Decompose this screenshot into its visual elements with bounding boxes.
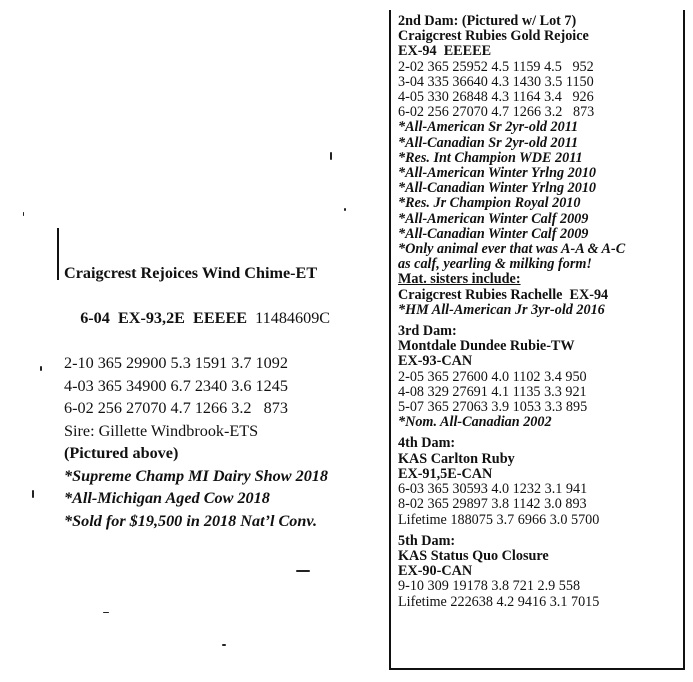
dam2-honor: *All-Canadian Winter Yrlng 2010 [398,180,597,197]
dam2-heading: 2nd Dam: (Pictured w/ Lot 7) [398,13,577,29]
maternal-sister-name: Craigcrest Rubies Rachelle EX-94 [398,286,609,303]
classification: 6-04 EX-93,2E EEEEE [80,309,248,327]
dam5-record: 9-10 309 19178 3.8 721 2.9 558 [398,578,581,595]
dam5-record: Lifetime 222638 4.2 9416 3.1 7015 [398,593,600,610]
dam2-record: 4-05 330 26848 4.3 1164 3.4 926 [398,89,594,106]
registration-number: 11484609C [255,309,331,327]
dam3-honor: *Nom. All-Canadian 2002 [398,414,552,431]
scan-speck [23,212,24,216]
dam2-record: 2-02 365 25952 4.5 1159 4.5 952 [398,58,594,75]
scan-speck [344,208,346,211]
left-accent-bar [57,228,59,280]
dam2-name: Craigcrest Rubies Gold Rejoice [398,28,589,45]
dam4-heading: 4th Dam: [398,435,456,452]
dam3-record: 4-08 329 27691 4.1 1135 3.3 921 [398,383,587,400]
dam5-class: EX-90-CAN [398,563,473,580]
maternal-sister-honor: *HM All-American Jr 3yr-old 2016 [398,301,605,318]
maternal-sisters-heading: Mat. sisters include: [398,271,521,288]
dam3-record: 5-07 365 27063 3.9 1053 3.3 895 [398,399,588,416]
production-record: 6-02 256 27070 4.7 1266 3.2 873 [64,399,288,417]
scan-speck [296,570,310,572]
dam2-class: EX-94 EEEEE [398,43,492,60]
dam4-name: KAS Carlton Ruby [398,450,515,467]
dam2-honor: *Res. Jr Champion Royal 2010 [398,195,581,212]
dam3-heading: 3rd Dam: [398,323,457,340]
scan-speck [330,152,332,160]
dam4-record: Lifetime 188075 3.7 6966 3.0 5700 [398,511,600,528]
sire-line: Sire: Gillette Windbrook-ETS [64,421,259,440]
dam2-honor: *All-Canadian Sr 2yr-old 2011 [398,134,579,151]
cow-name: Craigcrest Rejoices Wind Chime-ET [64,264,318,282]
dam4-class: EX-91,5E-CAN [398,465,493,482]
dam3-class: EX-93-CAN [398,353,473,370]
dam2-honor: *Only animal ever that was A-A & A-C [398,241,626,258]
scan-speck [32,490,34,498]
production-record: 4-03 365 34900 6.7 2340 3.6 1245 [64,376,288,395]
pictured-note: (Pictured above) [64,444,179,462]
scan-speck [40,366,42,371]
dam2-honor: as calf, yearling & milking form! [398,256,592,273]
dam2-honor: *All-American Sr 2yr-old 2011 [398,119,579,136]
scan-speck [222,644,226,646]
lot-description [64,262,384,532]
dam5-name: KAS Status Quo Closure [398,547,549,564]
honor-line: *All-Michigan Aged Cow 2018 [64,489,270,507]
dam2-honor: *All-American Winter Yrlng 2010 [398,165,597,182]
scan-speck [103,612,109,613]
honor-line: *Supreme Champ MI Dairy Show 2018 [64,466,328,485]
dam5-heading: 5th Dam: [398,532,456,549]
dam2-record: 6-02 256 27070 4.7 1266 3.2 873 [398,104,595,121]
honor-line: *Sold for $19,500 in 2018 Nat’l Conv. [64,511,318,530]
dam4-record: 8-02 365 29897 3.8 1142 3.0 893 [398,496,587,513]
dam2-honor: *Res. Int Champion WDE 2011 [398,149,583,166]
dam2-honor: *All-American Winter Calf 2009 [398,210,589,227]
dam3-record: 2-05 365 27600 4.0 1102 3.4 950 [398,368,587,385]
dam3-name: Montdale Dundee Rubie-TW [398,338,575,355]
dam2-record: 3-04 335 36640 4.3 1430 3.5 1150 [398,73,594,90]
production-record: 2-10 365 29900 5.3 1591 3.7 1092 [64,354,288,372]
pedigree-box [389,10,685,670]
dam4-record: 6-03 365 30593 4.0 1232 3.1 941 [398,481,588,498]
classification-line [64,285,384,353]
dam2-honor: *All-Canadian Winter Calf 2009 [398,225,589,242]
